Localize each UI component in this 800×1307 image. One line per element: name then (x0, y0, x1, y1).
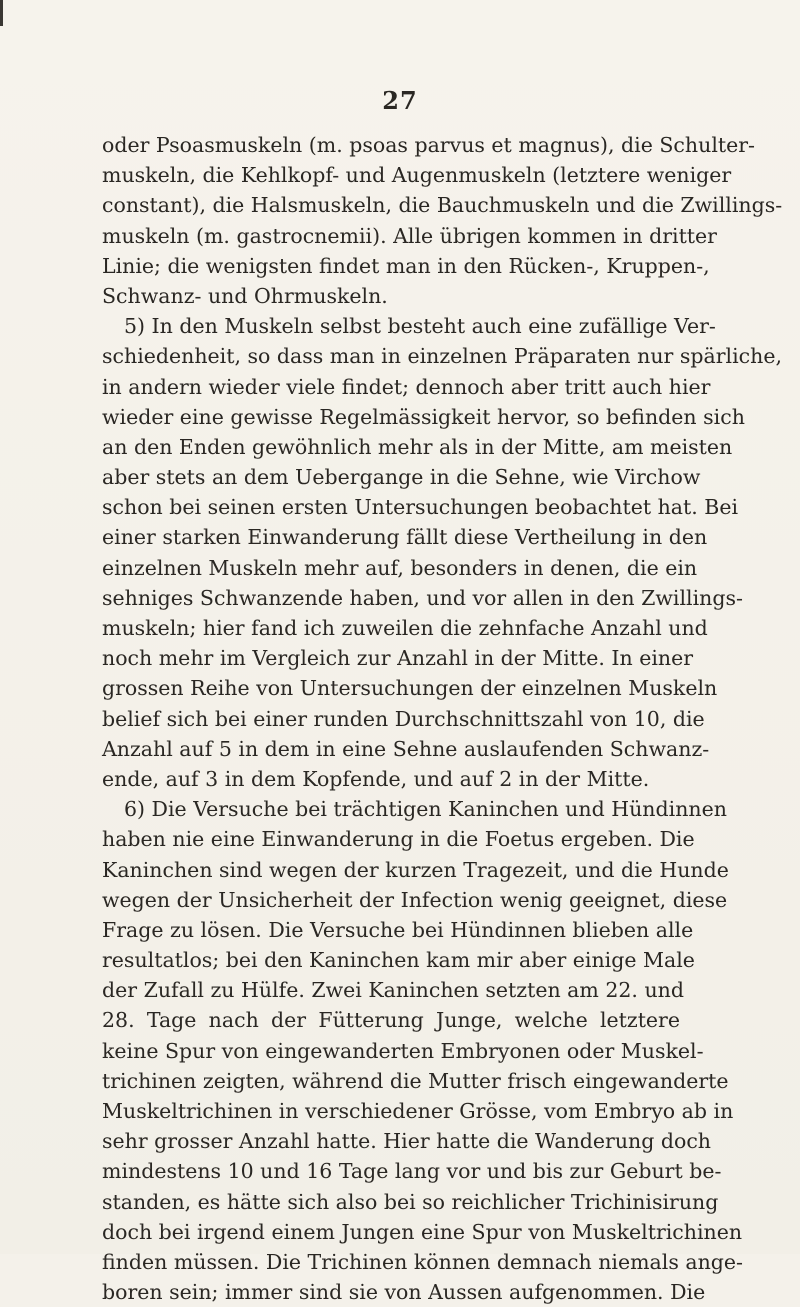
text-line: doch bei irgend einem Jungen eine Spur von Muskeltrichinen (102, 1219, 743, 1244)
text-line: muskeln; hier fand ich zuweilen die zehnfache Anzahl und (102, 616, 708, 640)
text-line: wegen der Unsicherheit der Infection wenig geeignet, diese (102, 887, 728, 912)
text-line: oder Psoasmuskeln (m. psoas parvus et magnus), die Schulter- (102, 133, 755, 157)
page-number: 27 (382, 86, 418, 115)
text-line: Frage zu lösen. Die Versuche bei Hündinnen blieben alle (102, 917, 694, 942)
text-line: wieder eine gewisse Regelmässigkeit hervor, so befinden sich (102, 404, 745, 429)
text-line: schiedenheit, so dass man in einzelnen Präparaten nur spärliche, (102, 344, 782, 369)
text-line: schon bei seinen ersten Untersuchungen beobachtet hat. Bei (102, 495, 739, 520)
text-line: finden müssen. Die Trichinen können demnach niemals ange- (102, 1249, 743, 1274)
text-line: 28. Tage nach der Fütterung Junge, welche letztere (102, 1008, 680, 1033)
text-line: aber stets an dem Uebergange in die Sehne, wie Virchow (102, 465, 701, 490)
text-line: noch mehr im Vergleich zur Anzahl in der Mitte. In einer (102, 646, 694, 671)
text-line: 5) In den Muskeln selbst besteht auch eine zufällige Ver- (124, 314, 716, 339)
text-line: belief sich bei einer runden Durchschnittszahl von 10, die (102, 706, 705, 731)
text-line: sehniges Schwanzende haben, und vor allen in den Zwillings- (102, 585, 743, 610)
text-line: keine Spur von eingewanderten Embryonen oder Muskel- (102, 1038, 704, 1063)
text-line: ende, auf 3 in dem Kopfende, und auf 2 in der Mitte. (102, 766, 650, 791)
text-line: trichinen zeigten, während die Mutter frisch eingewanderte (102, 1068, 729, 1093)
text-line: constant), die Halsmuskeln, die Bauchmuskeln und die Zwillings- (102, 193, 783, 218)
scan-edge-mark (0, 0, 3, 26)
text-line: muskeln, die Kehlkopf- und Augenmuskeln (letztere weniger (102, 163, 732, 188)
text-line: Anzahl auf 5 in dem in eine Sehne auslaufenden Schwanz- (102, 736, 710, 761)
body-text (102, 130, 783, 1307)
text-line: einer starken Einwanderung fällt diese Vertheilung in den (102, 525, 708, 550)
text-line: einzelnen Muskeln mehr auf, besonders in denen, die ein (102, 555, 698, 580)
text-line: Kaninchen sind wegen der kurzen Tragezeit, und die Hunde (102, 857, 729, 882)
text-line: standen, es hätte sich also bei so reichlicher Trichinisirung (102, 1189, 719, 1214)
text-line: Schwanz- und Ohrmuskeln. (102, 283, 388, 308)
text-line: der Zufall zu Hülfe. Zwei Kaninchen setzten am 22. und (102, 978, 684, 1003)
text-line: resultatlos; bei den Kaninchen kam mir aber einige Male (102, 948, 695, 973)
text-line: grossen Reihe von Untersuchungen der einzelnen Muskeln (102, 676, 718, 701)
text-line: 6) Die Versuche bei trächtigen Kaninchen und Hündinnen (124, 797, 727, 822)
text-line: Linie; die wenigsten findet man in den Rücken-, Kruppen-, (102, 253, 710, 278)
text-line: in andern wieder viele findet; dennoch aber tritt auch hier (102, 374, 711, 399)
text-line: an den Enden gewöhnlich mehr als in der Mitte, am meisten (102, 434, 733, 459)
text-line: boren sein; immer sind sie von Aussen aufgenommen. Die (102, 1280, 706, 1305)
text-line: haben nie eine Einwanderung in die Foetus ergeben. Die (102, 827, 695, 852)
text-line: sehr grosser Anzahl hatte. Hier hatte die Wanderung doch (102, 1129, 712, 1154)
text-line: Muskeltrichinen in verschiedener Grösse, vom Embryo ab in (102, 1099, 734, 1123)
text-line: muskeln (m. gastrocnemii). Alle übrigen kommen in dritter (102, 223, 717, 248)
text-line: mindestens 10 und 16 Tage lang vor und bis zur Geburt be- (102, 1159, 722, 1184)
